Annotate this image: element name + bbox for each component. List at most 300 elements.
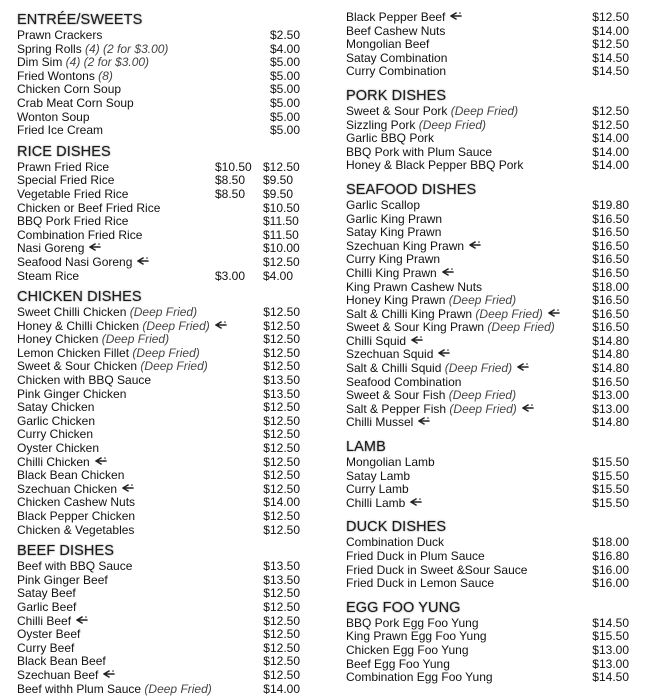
- menu-item: [346, 267, 629, 281]
- item-name-group: [346, 456, 435, 470]
- item-price: $13.50: [263, 572, 300, 587]
- item-price: $12.50: [263, 332, 300, 347]
- item-name-group: [17, 642, 74, 656]
- menu-item: [346, 146, 629, 160]
- menu-item: [17, 333, 300, 347]
- menu-item: [17, 510, 300, 524]
- item-name: Curry Beef: [17, 640, 75, 655]
- item-price-large: $12.50: [263, 159, 300, 174]
- menu-item: [17, 111, 300, 125]
- item-name-group: [17, 188, 128, 202]
- item-name: Sizzling Pork: [346, 117, 416, 132]
- item-name-group: [17, 388, 126, 402]
- item-name-group: [17, 428, 93, 442]
- item-price: $2.50: [269, 28, 300, 42]
- item-name: Crab Meat Corn Soup: [17, 95, 134, 110]
- chilli-pepper-icon: [522, 403, 534, 418]
- item-price: $5.00: [269, 123, 300, 138]
- menu-item: [346, 416, 629, 430]
- menu-item: [346, 52, 629, 66]
- section-heading: RICE DISHES: [17, 143, 111, 160]
- item-name-group: [346, 159, 523, 173]
- item-name-group: [346, 550, 485, 564]
- item-name-group: [346, 146, 492, 160]
- menu-item: [346, 376, 629, 390]
- menu-item: [346, 658, 629, 672]
- item-name: Black Pepper Beef: [346, 10, 446, 24]
- item-name: Mongolian Lamb: [346, 455, 435, 470]
- menu-item: [17, 560, 300, 574]
- menu-item: [17, 587, 300, 601]
- menu-item: [17, 43, 300, 57]
- item-name-group: [17, 524, 134, 538]
- item-note: (Deep Fried): [132, 345, 200, 360]
- section-heading: SEAFOOD DISHES: [346, 181, 477, 198]
- item-note: (Deep Fried): [144, 681, 212, 696]
- item-name: Pink Ginger Beef: [17, 572, 108, 587]
- item-price: $5.00: [269, 55, 300, 70]
- item-name: Beef Cashew Nuts: [346, 23, 446, 38]
- item-name-group: [17, 333, 169, 347]
- item-price: $12.50: [263, 345, 300, 360]
- item-name: Garlic King Prawn: [346, 211, 443, 226]
- menu-item: [17, 415, 300, 429]
- menu-item: [17, 442, 300, 456]
- item-price: $13.00: [592, 642, 629, 657]
- item-name: Satay Chicken: [17, 400, 95, 415]
- item-price: $16.50: [592, 211, 629, 226]
- menu-item: [346, 470, 629, 484]
- item-name: Garlic Scallop: [346, 197, 421, 212]
- item-price: $12.50: [263, 454, 300, 469]
- menu-item: [346, 38, 629, 52]
- menu-item: [17, 320, 300, 334]
- item-name-group: [346, 536, 444, 550]
- menu-item: [17, 655, 300, 669]
- item-price: $19.80: [592, 197, 629, 212]
- item-price: $5.00: [269, 109, 300, 124]
- item-name: Salt & Pepper Fish: [346, 401, 447, 416]
- section-heading: LAMB: [346, 439, 386, 456]
- section-heading: EGG FOO YUNG: [346, 599, 461, 616]
- item-name-group: [17, 29, 102, 43]
- menu-item: [346, 294, 629, 308]
- item-price: $16.80: [592, 549, 629, 563]
- item-name-group: [17, 683, 212, 697]
- item-name-group: [346, 630, 487, 644]
- chilli-pepper-icon: [450, 11, 462, 26]
- menu-item: [346, 536, 629, 550]
- chilli-pepper-icon: [418, 416, 430, 431]
- item-name-group: [17, 442, 99, 456]
- item-price: $16.50: [592, 293, 629, 308]
- item-price: $14.00: [592, 131, 629, 146]
- menu-item: [17, 306, 300, 320]
- item-name: Curry Chicken: [17, 427, 94, 442]
- item-name-group: [17, 560, 132, 574]
- item-price-large: $4.00: [263, 268, 294, 283]
- item-name-group: [346, 376, 461, 390]
- item-price: $18.00: [592, 535, 629, 550]
- menu-item: [17, 202, 300, 216]
- item-name: Honey & Chilli Chicken: [17, 318, 140, 333]
- item-name: Fried Duck in Sweet &Sour Sauce: [346, 562, 528, 577]
- item-price-small: $3.00: [215, 268, 246, 283]
- item-name-group: [346, 577, 494, 591]
- item-name-group: [346, 671, 493, 685]
- chilli-pepper-icon: [410, 497, 422, 512]
- item-name: BBQ Pork Egg Foo Yung: [346, 615, 479, 630]
- item-price: $14.80: [592, 333, 629, 348]
- item-price-small: $8.50: [215, 173, 246, 188]
- item-price: $16.50: [592, 306, 629, 321]
- item-note: (4) (2 for $3.00): [85, 41, 169, 56]
- chilli-pepper-icon: [469, 240, 481, 255]
- item-name: Satay Lamb: [346, 468, 411, 483]
- menu-item: [346, 240, 629, 254]
- item-name-group: [17, 56, 149, 70]
- item-name-group: [346, 119, 486, 133]
- menu-item: [346, 321, 629, 335]
- item-name-group: [346, 294, 516, 308]
- item-price: $4.00: [269, 41, 300, 56]
- item-price-large: $11.50: [263, 227, 299, 242]
- item-price: $14.80: [592, 347, 629, 362]
- item-note: (Deep Fried): [450, 103, 519, 118]
- item-price: $12.50: [263, 667, 300, 682]
- item-name: Chilli King Prawn: [346, 265, 437, 280]
- item-name: Combination Egg Foo Yung: [346, 670, 493, 685]
- item-name: Chilli Squid: [346, 333, 407, 348]
- item-note: (Deep Fried): [418, 117, 487, 132]
- item-name-group: [17, 510, 135, 524]
- menu-item: [346, 199, 629, 213]
- menu-item: [17, 469, 300, 483]
- item-price: $5.00: [269, 68, 300, 83]
- menu-item: [346, 335, 629, 349]
- item-name-group: [346, 213, 442, 227]
- item-name: Mongolian Beef: [346, 37, 430, 52]
- item-name: Chicken Corn Soup: [17, 82, 122, 97]
- item-note: (Deep Fried): [449, 401, 517, 416]
- item-name-group: [346, 253, 440, 267]
- item-name: Honey King Prawn: [346, 293, 446, 308]
- item-price: $16.50: [592, 225, 629, 240]
- menu-item: [17, 601, 300, 615]
- item-name: Sweet & Sour King Prawn: [346, 320, 485, 335]
- item-name: Curry Lamb: [346, 482, 409, 497]
- item-name: Chilli Beef: [17, 613, 72, 628]
- item-price: $16.50: [592, 320, 629, 335]
- item-name: Szechuan Beef: [17, 667, 99, 682]
- item-name: Szechuan Chicken: [17, 481, 118, 496]
- menu-item: [346, 617, 629, 631]
- item-name-group: [346, 389, 516, 403]
- item-name-group: [17, 360, 208, 374]
- item-name-group: [346, 658, 450, 672]
- item-name-group: [346, 52, 447, 66]
- item-name: Spring Rolls: [17, 41, 82, 56]
- item-note: (8): [98, 68, 113, 83]
- item-name: Chilli Mussel: [346, 415, 414, 430]
- item-name: Black Bean Beef: [17, 654, 106, 669]
- item-price: $14.00: [592, 23, 629, 38]
- menu-item: [17, 401, 300, 415]
- item-name-group: [346, 617, 479, 631]
- item-price: $13.00: [592, 388, 629, 403]
- item-name-group: [346, 321, 555, 335]
- item-price: $12.50: [263, 441, 300, 456]
- menu-item: [346, 119, 629, 133]
- item-price: $12.50: [263, 613, 300, 628]
- item-price: $12.50: [263, 481, 300, 496]
- item-price: $12.50: [263, 400, 300, 415]
- item-price-small: $8.50: [215, 186, 246, 201]
- item-name-group: [17, 469, 124, 483]
- item-name-group: [346, 25, 445, 39]
- menu-item: [17, 456, 300, 470]
- section-heading: PORK DISHES: [346, 87, 447, 104]
- item-price: $12.50: [263, 468, 300, 483]
- item-note: (Deep Fried): [101, 332, 170, 347]
- item-name-group: [17, 628, 80, 642]
- item-name: BBQ Pork Fried Rice: [17, 214, 129, 229]
- item-price-large: $10.50: [263, 200, 300, 215]
- item-name: Sweet & Sour Fish: [346, 388, 446, 403]
- item-name: Satay King Prawn: [346, 225, 442, 240]
- item-price: $16.00: [592, 576, 629, 591]
- item-price-large: $9.50: [263, 186, 294, 201]
- item-name: Sweet Chilli Chicken: [17, 305, 127, 320]
- item-name: Pink Ginger Chicken: [17, 386, 127, 401]
- item-price: $16.50: [592, 265, 629, 280]
- item-price: $16.00: [592, 562, 629, 577]
- item-name: Combination Duck: [346, 535, 445, 550]
- item-name-group: [346, 470, 410, 484]
- section-chicken: [17, 288, 300, 537]
- item-name: Black Bean Chicken: [17, 468, 125, 483]
- section-rice: [17, 143, 300, 283]
- item-price: $13.50: [263, 559, 300, 574]
- item-price: $14.80: [592, 361, 629, 376]
- item-name: Garlic Chicken: [17, 413, 96, 428]
- item-name-group: [17, 202, 160, 216]
- item-name-group: [17, 601, 76, 615]
- item-price: $15.50: [592, 629, 629, 644]
- item-note: (Deep Fried): [142, 318, 210, 333]
- item-name-group: [17, 161, 109, 175]
- item-name-group: [17, 215, 128, 229]
- menu-item: [17, 70, 300, 84]
- menu-item: [346, 105, 629, 119]
- item-price-large: $10.00: [263, 241, 300, 256]
- item-price: $12.50: [263, 318, 300, 333]
- item-name-group: [346, 65, 446, 79]
- menu-item: [17, 188, 300, 202]
- section-entree: [17, 11, 300, 138]
- menu-item: [17, 483, 300, 497]
- item-price: $14.50: [592, 670, 629, 685]
- menu-item: [17, 256, 300, 270]
- menu-item: [17, 161, 300, 175]
- item-name: Combination Fried Rice: [17, 227, 143, 242]
- item-price: $14.00: [592, 144, 629, 159]
- item-name-group: [17, 83, 121, 97]
- item-name: Special Fried Rice: [17, 173, 115, 188]
- item-price: $14.50: [592, 50, 629, 65]
- menu-item: [346, 644, 629, 658]
- item-price: $15.50: [592, 495, 629, 510]
- item-price: $14.80: [592, 415, 629, 430]
- menu-item: [346, 11, 629, 25]
- menu-item: [17, 615, 300, 629]
- menu-item: [346, 483, 629, 497]
- item-note: (Deep Fried): [140, 359, 208, 374]
- menu-item: [17, 360, 300, 374]
- item-name: Oyster Chicken: [17, 441, 100, 456]
- menu-item: [17, 574, 300, 588]
- item-price: $18.00: [592, 279, 629, 294]
- item-price: $12.50: [263, 627, 300, 642]
- item-name: Sweet & Sour Pork: [346, 103, 448, 118]
- item-name: Beef with BBQ Sauce: [17, 559, 133, 574]
- item-name: Satay Beef: [17, 586, 76, 601]
- menu-item: [17, 428, 300, 442]
- item-price-small: $10.50: [215, 159, 252, 174]
- item-name-group: [17, 401, 94, 415]
- item-name-group: [17, 43, 168, 57]
- menu-item: [17, 215, 300, 229]
- section-heading: CHICKEN DISHES: [17, 289, 142, 306]
- item-name: Chicken with BBQ Sauce: [17, 373, 152, 388]
- item-price: $13.00: [592, 401, 629, 416]
- menu-item: [17, 56, 300, 70]
- menu-item: [346, 348, 629, 362]
- item-name: Chicken or Beef Fried Rice: [17, 200, 161, 215]
- item-name: Chicken Cashew Nuts: [17, 495, 136, 510]
- item-note: (Deep Fried): [448, 293, 517, 308]
- item-name: King Prawn Cashew Nuts: [346, 279, 483, 294]
- menu-item: [346, 226, 629, 240]
- item-name-group: [346, 483, 409, 497]
- item-price: $16.50: [592, 374, 629, 389]
- item-price: $12.50: [263, 599, 300, 614]
- menu-item: [346, 389, 629, 403]
- section-beef: [17, 542, 300, 696]
- item-name-group: [346, 38, 429, 52]
- item-price: $12.50: [592, 103, 629, 118]
- section-seafood: [346, 181, 629, 430]
- section-heading: ENTRÉE/SWEETS: [17, 12, 143, 28]
- item-name: Szechuan King Prawn: [346, 238, 465, 253]
- menu-item: [346, 213, 629, 227]
- item-price: $16.50: [592, 252, 629, 267]
- item-name: Seafood Combination: [346, 374, 462, 389]
- item-note: (Deep Fried): [448, 388, 517, 403]
- menu-item: [346, 456, 629, 470]
- menu-item: [346, 281, 629, 295]
- menu-item: [17, 628, 300, 642]
- section-pork: [346, 87, 629, 173]
- item-name: Curry Combination: [346, 64, 447, 79]
- menu-item: [346, 308, 629, 322]
- item-name-group: [17, 347, 200, 361]
- item-price: $14.00: [263, 681, 300, 696]
- item-name-group: [17, 655, 106, 669]
- menu-item: [346, 132, 629, 146]
- item-name-group: [346, 416, 430, 431]
- menu-item: [17, 374, 300, 388]
- section-heading: BEEF DISHES: [17, 543, 114, 560]
- menu-item: [346, 403, 629, 417]
- item-name: Black Pepper Chicken: [17, 509, 136, 523]
- item-name: Honey Chicken: [17, 332, 99, 347]
- menu-item: [17, 83, 300, 97]
- menu-item: [17, 496, 300, 510]
- item-note: (Deep Fried): [129, 305, 198, 320]
- menu-item: [17, 242, 300, 256]
- menu-item: [346, 159, 629, 173]
- item-name: Chilli Chicken: [17, 454, 90, 469]
- item-name: Satay Combination: [346, 50, 448, 65]
- item-price: $12.50: [263, 654, 300, 669]
- item-name: Chilli Lamb: [346, 495, 406, 510]
- item-price: $12.50: [263, 359, 300, 374]
- menu-item: [346, 564, 629, 578]
- item-name: Nasi Goreng: [17, 241, 85, 256]
- item-note: (Deep Fried): [487, 320, 555, 335]
- item-price: $14.00: [263, 495, 300, 510]
- item-price: $15.50: [592, 455, 629, 470]
- item-name: Fried Wontons: [17, 68, 95, 83]
- item-name: BBQ Pork with Plum Sauce: [346, 144, 493, 159]
- item-price: $14.50: [592, 615, 629, 630]
- item-name: Wonton Soup: [17, 109, 90, 124]
- menu-item: [346, 362, 629, 376]
- item-name-group: [17, 306, 197, 320]
- menu-item: [17, 388, 300, 402]
- chilli-pepper-icon: [215, 320, 227, 335]
- item-name: Lemon Chicken Fillet: [17, 345, 130, 360]
- section-beef-continued: [346, 11, 629, 79]
- menu-item: [346, 671, 629, 685]
- item-price: $12.50: [263, 305, 300, 320]
- menu-item: [17, 174, 300, 188]
- item-name: Beef withh Plum Sauce: [17, 681, 142, 696]
- item-price-large: $12.50: [263, 254, 300, 269]
- item-price: $13.00: [592, 656, 629, 671]
- item-price: $12.50: [263, 509, 300, 523]
- item-name-group: [346, 281, 482, 295]
- menu-item: [17, 29, 300, 43]
- item-name: Garlic Beef: [17, 599, 77, 614]
- item-name: Salt & Chilli King Prawn: [346, 306, 473, 321]
- item-name-group: [17, 270, 79, 284]
- chilli-pepper-icon: [137, 256, 149, 271]
- item-name-group: [346, 497, 422, 512]
- item-name-group: [17, 174, 114, 188]
- item-name-group: [346, 226, 441, 240]
- menu-item: [346, 550, 629, 564]
- item-name: King Prawn Egg Foo Yung: [346, 629, 487, 644]
- menu-item: [17, 669, 300, 683]
- item-name: Chicken & Vegetables: [17, 522, 135, 537]
- item-name-group: [17, 229, 142, 243]
- item-name: Sweet & Sour Chicken: [17, 359, 138, 374]
- item-name-group: [17, 415, 95, 429]
- menu-item: [346, 253, 629, 267]
- item-name-group: [17, 374, 151, 388]
